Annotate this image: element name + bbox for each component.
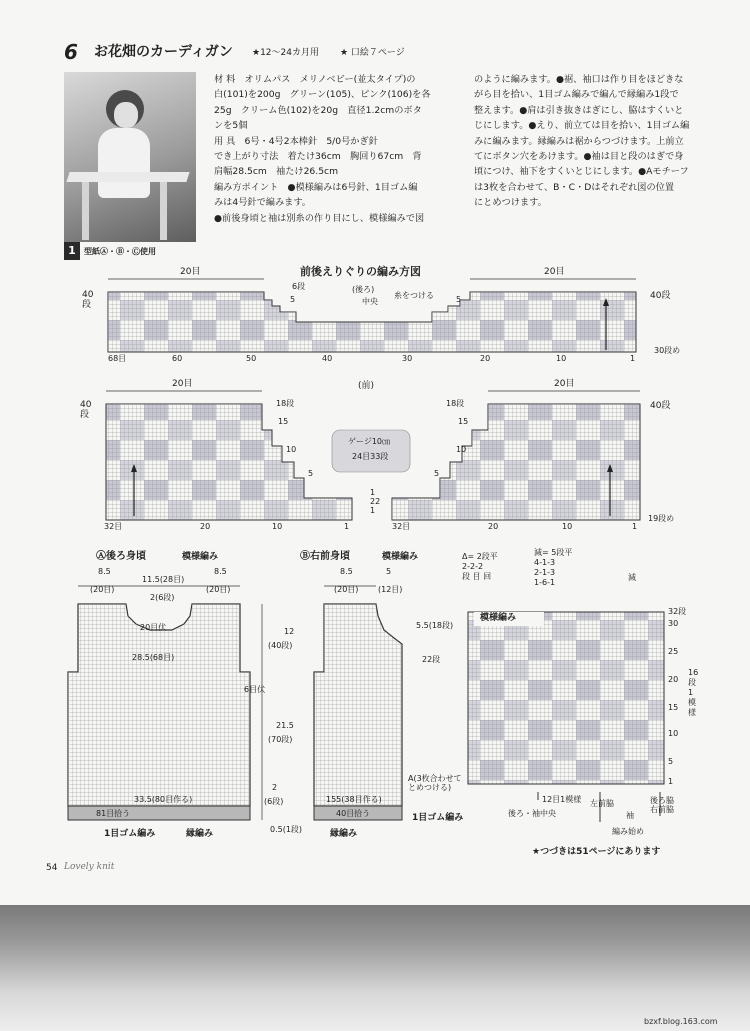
instruction-line: じにします。●えり、前立ては目を拾い、1目ゴム編 bbox=[474, 120, 690, 132]
back-dim-inner-3: 33.5(80目作る) bbox=[134, 795, 193, 804]
instruction-line: みに編みます。縁編みは裾からつづけます。上前立 bbox=[474, 135, 684, 147]
photo-page-ref: ★ 口絵７ページ bbox=[340, 48, 405, 58]
back-dim-side-0: 12 bbox=[284, 627, 295, 636]
back-right-width: 20目 bbox=[544, 267, 565, 277]
decrease-legend-suffix: 減 bbox=[628, 573, 636, 582]
instruction-line: 編み方ポイント ●模様編みは6号針、1目ゴム編 bbox=[214, 181, 418, 193]
front-dim-top-0: 8.5 bbox=[340, 567, 353, 576]
back-dim-inner-0: 2(6段) bbox=[150, 593, 175, 602]
gauge-line1: ゲージ10㎝ bbox=[348, 437, 391, 446]
stitch-bottom-0: 12目1模様 bbox=[542, 795, 582, 804]
front-center-label: 1 22 1 bbox=[370, 488, 381, 515]
back-row-end: 30段め bbox=[654, 346, 681, 355]
brand-logo: Lovely knit bbox=[64, 862, 115, 872]
front-left-tick: 20 bbox=[200, 522, 211, 531]
instruction-line: 白(101)を200g グリーン(105)、ピンク(106)を各 bbox=[214, 89, 431, 101]
pattern-sheet-badge: 1 bbox=[64, 242, 80, 260]
back-label-4: 5 bbox=[290, 295, 296, 304]
back-left-rows: 40 段 bbox=[82, 290, 94, 310]
instruction-line: のように編みます。●裾、袖口は作り目をほどきな bbox=[474, 74, 684, 85]
back-dim-top-4: (20目) bbox=[206, 585, 231, 594]
front-left-tick: 32目 bbox=[104, 522, 123, 531]
front-left-tick: 10 bbox=[272, 522, 283, 531]
front-left-width: 20目 bbox=[172, 379, 193, 389]
instruction-line: ●前後身頃と袖は別糸の作り目にし、模様編みで図 bbox=[214, 212, 425, 224]
back-dim-side-6: 0.5(1段) bbox=[270, 825, 303, 834]
front-band-label: 1目ゴム編み bbox=[412, 813, 464, 823]
back-tick: 10 bbox=[556, 354, 567, 363]
front-right-rows: 40段 bbox=[650, 401, 671, 411]
front-dim-top-2: (20目) bbox=[334, 585, 359, 594]
front-left-mark-2: 10 bbox=[286, 445, 297, 454]
back-body-diagram bbox=[68, 586, 262, 820]
back-label-2: 中央 bbox=[362, 297, 378, 306]
front-right-mark-0: 18段 bbox=[446, 399, 465, 408]
scan-shadow bbox=[0, 905, 750, 1031]
front-right-mark-3: 5 bbox=[434, 469, 440, 478]
back-label-1: (後ろ) bbox=[352, 285, 375, 294]
decrease-legend-right: 減= 5段平 4-1-3 2-1-3 1-6-1 bbox=[534, 548, 573, 587]
stitch-side-label: 16段1模様 bbox=[688, 668, 699, 717]
back-tick: 20 bbox=[480, 354, 491, 363]
instruction-line: がら目を拾い、1目ゴム編みで編んで縁編み1段で bbox=[474, 89, 679, 101]
front-body-title: Ⓑ右前身頃 bbox=[300, 551, 350, 562]
back-tick: 68目 bbox=[108, 354, 127, 363]
instruction-line: 材 料 オリムパス メリノベビー(並太タイプ)の bbox=[214, 74, 416, 85]
stitch-bottom-1: 後ろ・袖中央 bbox=[508, 809, 556, 818]
front-right-tick: 20 bbox=[488, 522, 499, 531]
instruction-line: みは4号針で編みます。 bbox=[214, 197, 311, 209]
front-body-pattern: 模様編み bbox=[382, 552, 419, 562]
stitch-bottom-4: 後ろ脇 右前脇 bbox=[650, 796, 674, 814]
front-right-mark-1: 15 bbox=[458, 417, 469, 426]
front-right-tick: 32目 bbox=[392, 522, 411, 531]
page-number: 54 bbox=[46, 863, 58, 873]
stitch-row-tick: 30 bbox=[668, 619, 679, 628]
stitch-row-tick: 1 bbox=[668, 777, 674, 786]
page-title: お花畑のカーディガン bbox=[94, 44, 233, 60]
back-dim-side-5: (6段) bbox=[264, 797, 284, 806]
front-subtitle: (前) bbox=[358, 381, 375, 391]
instruction-line: てにボタン穴をあけます。●袖は目と段のはぎで身 bbox=[474, 151, 684, 163]
neck-chart-title: 前後えりぐりの編み方図 bbox=[300, 265, 421, 278]
back-dim-side-3: (70段) bbox=[268, 735, 293, 744]
back-edge-label: 縁編み bbox=[186, 829, 214, 839]
front-edge-label: 縁編み bbox=[330, 829, 358, 839]
stitch-pattern-chart bbox=[468, 612, 664, 822]
front-left-mark-3: 5 bbox=[308, 469, 314, 478]
back-tick: 30 bbox=[402, 354, 413, 363]
front-dim-side-2: 155(38目作る) bbox=[326, 795, 382, 804]
front-right-mark-2: 10 bbox=[456, 445, 467, 454]
front-right-width: 20目 bbox=[554, 379, 575, 389]
stitch-row-tick: 10 bbox=[668, 729, 679, 738]
instruction-line: 用 具 6号・4号2本棒針 5/0号かぎ針 bbox=[214, 135, 378, 147]
front-dim-top-1: 5 bbox=[386, 567, 392, 576]
instruction-line: 肩幅28.5cm 袖たけ26.5cm bbox=[214, 166, 339, 178]
front-right-tick: 1 bbox=[632, 522, 638, 531]
instruction-line: 25g クリーム色(102)を20g 直径1.2cmのボタ bbox=[214, 104, 422, 116]
back-label-0: 6段 bbox=[292, 282, 306, 291]
instruction-line: にとめつけます。 bbox=[474, 197, 547, 209]
front-dim-top-3: (12目) bbox=[378, 585, 403, 594]
back-dim-side-7: 6目伏 bbox=[244, 685, 266, 694]
back-dim-top-2: 8.5 bbox=[214, 567, 227, 576]
back-label-5: 5 bbox=[456, 295, 462, 304]
back-tick: 60 bbox=[172, 354, 183, 363]
back-dim-inner-2: 28.5(68目) bbox=[132, 653, 175, 662]
continuation-note: ★つづきは51ページにあります bbox=[532, 847, 661, 857]
age-label: ★12～24カ月用 bbox=[252, 48, 319, 58]
stitch-row-tick: 25 bbox=[668, 647, 679, 656]
stitch-row-tick: 5 bbox=[668, 757, 674, 766]
front-dim-side-3: 40目拾う bbox=[336, 809, 371, 818]
front-motif-note: A(3枚合わせて とめつける) bbox=[408, 774, 462, 792]
back-band-label: 1目ゴム編み bbox=[104, 829, 156, 839]
stitch-row-tick: 15 bbox=[668, 703, 679, 712]
back-dim-side-2: 21.5 bbox=[276, 721, 294, 730]
back-label-3: 糸をつける bbox=[394, 291, 434, 300]
gauge-line2: 24目33段 bbox=[352, 452, 389, 461]
front-left-mark-1: 15 bbox=[278, 417, 289, 426]
front-dim-side-0: 5.5(18段) bbox=[416, 621, 454, 630]
stitch-row-tick: 20 bbox=[668, 675, 679, 684]
back-tick: 50 bbox=[246, 354, 257, 363]
instruction-line: は3枚を合わせて、B・C・Dはそれぞれ図の位置 bbox=[474, 181, 675, 193]
front-left-mark-0: 18段 bbox=[276, 399, 295, 408]
back-dim-side-1: (40段) bbox=[268, 641, 293, 650]
front-left-rows: 40 段 bbox=[80, 400, 92, 420]
stitch-bottom-5: 編み始め bbox=[612, 827, 644, 836]
stitch-row-tick: 32段 bbox=[668, 607, 687, 616]
stitch-bottom-2: 左前脇 bbox=[590, 799, 614, 808]
back-body-title: Ⓐ後ろ身頃 bbox=[96, 551, 146, 562]
pattern-number: 6 bbox=[64, 40, 78, 64]
back-dim-side-4: 2 bbox=[272, 783, 278, 792]
back-dim-inner-4: 81目拾う bbox=[96, 809, 131, 818]
instruction-line: 整えます。●肩は引き抜きはぎにし、脇はすくいと bbox=[474, 104, 684, 116]
back-right-rows: 40段 bbox=[650, 291, 671, 301]
back-dim-inner-1: 20目伏 bbox=[140, 623, 167, 632]
decrease-legend-left: Δ= 2段平 2-2-2 段 目 回 bbox=[462, 552, 498, 581]
instruction-line: 頃につけ、袖下をすくいとじにします。●Aモチーフ bbox=[474, 166, 689, 178]
front-body-diagram bbox=[314, 586, 402, 820]
back-tick: 40 bbox=[322, 354, 333, 363]
instruction-line: でき上がり寸法 着たけ36cm 胸回り67cm 背 bbox=[214, 151, 422, 163]
front-right-tick: 10 bbox=[562, 522, 573, 531]
back-left-width: 20目 bbox=[180, 267, 201, 277]
pattern-sheet-label: 型紙Ⓐ・Ⓑ・Ⓒ使用 bbox=[84, 247, 156, 256]
front-left-tick: 1 bbox=[344, 522, 350, 531]
back-dim-top-0: 8.5 bbox=[98, 567, 111, 576]
back-tick: 1 bbox=[630, 354, 636, 363]
front-row-end: 19段め bbox=[648, 514, 675, 523]
back-dim-top-3: (20目) bbox=[90, 585, 115, 594]
stitch-bottom-3: 袖 bbox=[626, 811, 634, 820]
watermark: bzxf.blog.163.com bbox=[644, 1017, 718, 1026]
stitch-chart-title: 模様編み bbox=[480, 613, 517, 623]
back-body-pattern: 模様編み bbox=[182, 552, 219, 562]
instruction-line: ンを5個 bbox=[214, 120, 248, 132]
back-dim-top-1: 11.5(28目) bbox=[142, 575, 185, 584]
front-dim-side-1: 22段 bbox=[422, 655, 441, 664]
